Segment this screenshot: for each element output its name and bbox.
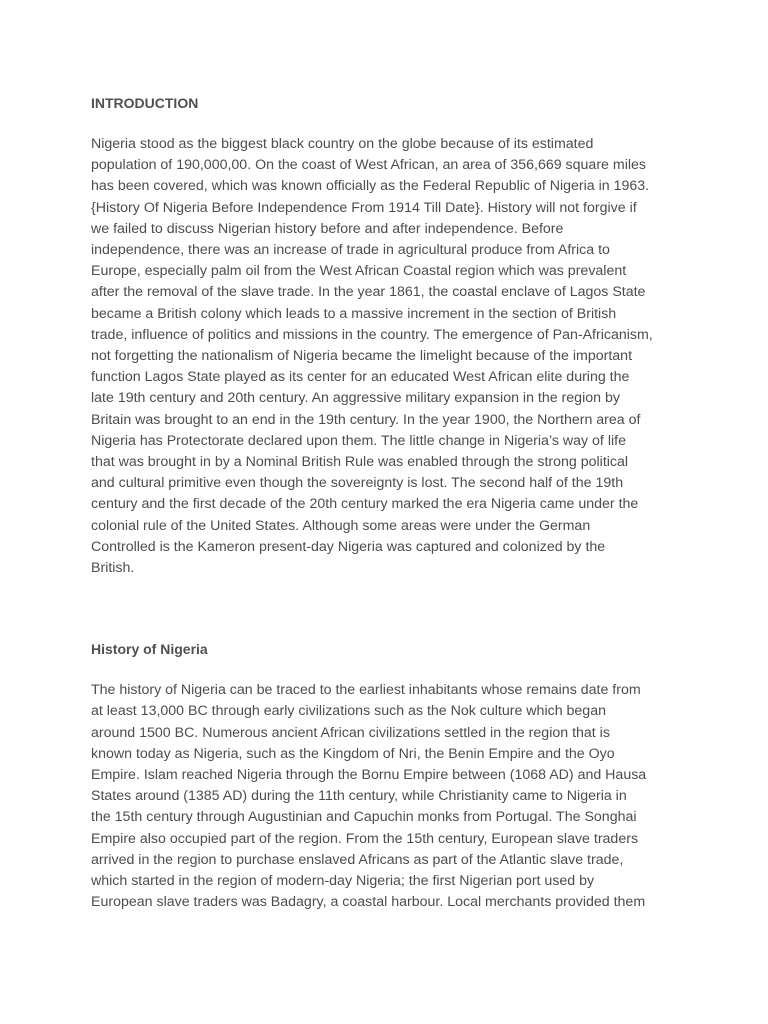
paragraph-line: the 15th century through Augustinian and Capuchin monks from Portugal. The Songhai [91, 809, 637, 826]
paragraph-line: not forgetting the nationalism of Nigeria became the limelight because of the important [91, 348, 633, 365]
paragraph-line: Europe, especially palm oil from the West African Coastal region which was prevalent [91, 263, 627, 280]
paragraph-line: Controlled is the Kameron present-day Nigeria was captured and colonized by the [91, 538, 606, 555]
paragraph-line: after the removal of the slave trade. In the year 1861, the coastal enclave of Lagos State [91, 284, 646, 301]
paragraph-line: function Lagos State played as its center for an educated West African elite during the [91, 369, 630, 386]
paragraph-line: around 1500 BC. Numerous ancient African civilizations settled in the region that is [91, 724, 610, 741]
paragraph-line: Britain was brought to an end in the 19th century. In the year 1900, the Northern area of [91, 411, 641, 428]
document-page [91, 93, 691, 914]
paragraph-line: colonial rule of the United States. Although some areas were under the German [91, 517, 591, 534]
paragraph-line: {History Of Nigeria Before Independence From 1914 Till Date}. History will not forgive if [91, 199, 637, 216]
paragraph-line: population of 190,000,00. On the coast of West African, an area of 356,669 square miles [91, 157, 646, 174]
paragraph-line: century and the first decade of the 20th century marked the era Nigeria came under the [91, 496, 639, 513]
paragraph-line: trade, influence of politics and missions in the country. The emergence of Pan-Africanism, [91, 326, 653, 343]
paragraph-line: that was brought in by a Nominal British Rule was enabled through the strong political [91, 454, 629, 471]
paragraph-line: at least 13,000 BC through early civilizations such as the Nok culture which began [91, 703, 606, 720]
paragraph-line: became a British colony which leads to a massive increment in the section of British [91, 305, 617, 322]
paragraph-line: Nigeria stood as the biggest black country on the globe because of its estimated [91, 136, 594, 152]
paragraph-line: European slave traders was Badagry, a coastal harbour. Local merchants provided them [91, 894, 646, 911]
paragraph-line: arrived in the region to purchase enslaved Africans as part of the Atlantic slave trade, [91, 851, 624, 868]
section-paragraph-history [91, 680, 691, 913]
paragraph-line: known today as Nigeria, such as the Kingdom of Nri, the Benin Empire and the Oyo [91, 745, 615, 762]
paragraph-line: Nigeria has Protectorate declared upon them. The little change in Nigeria’s way of life [91, 432, 626, 449]
paragraph-line: British. [91, 560, 135, 577]
paragraph-line: independence, there was an increase of trade in agricultural produce from Africa to [91, 242, 610, 259]
section-heading-history: History of Nigeria [91, 641, 208, 658]
paragraph-line: and cultural primitive even though the sovereignty is lost. The second half of the 19th [91, 475, 624, 492]
paragraph-line: States around (1385 AD) during the 11th century, while Christianity came to Nigeria in [91, 788, 627, 805]
paragraph-line: has been covered, which was known officially as the Federal Republic of Nigeria in 1963. [91, 178, 650, 195]
section-paragraph-introduction [91, 134, 691, 579]
paragraph-line: late 19th century and 20th century. An aggressive military expansion in the region by [91, 390, 620, 407]
paragraph-line: Empire also occupied part of the region. From the 15th century, European slave traders [91, 830, 639, 847]
paragraph-line: Empire. Islam reached Nigeria through the Bornu Empire between (1068 AD) and Hausa [91, 767, 647, 784]
paragraph-line: we failed to discuss Nigerian history before and after independence. Before [91, 220, 564, 237]
paragraph-line: The history of Nigeria can be traced to the earliest inhabitants whose remains date from [91, 682, 641, 699]
section-heading-introduction: INTRODUCTION [91, 95, 199, 111]
paragraph-line: which started in the region of modern-day Nigeria; the first Nigerian port used by [91, 873, 595, 890]
